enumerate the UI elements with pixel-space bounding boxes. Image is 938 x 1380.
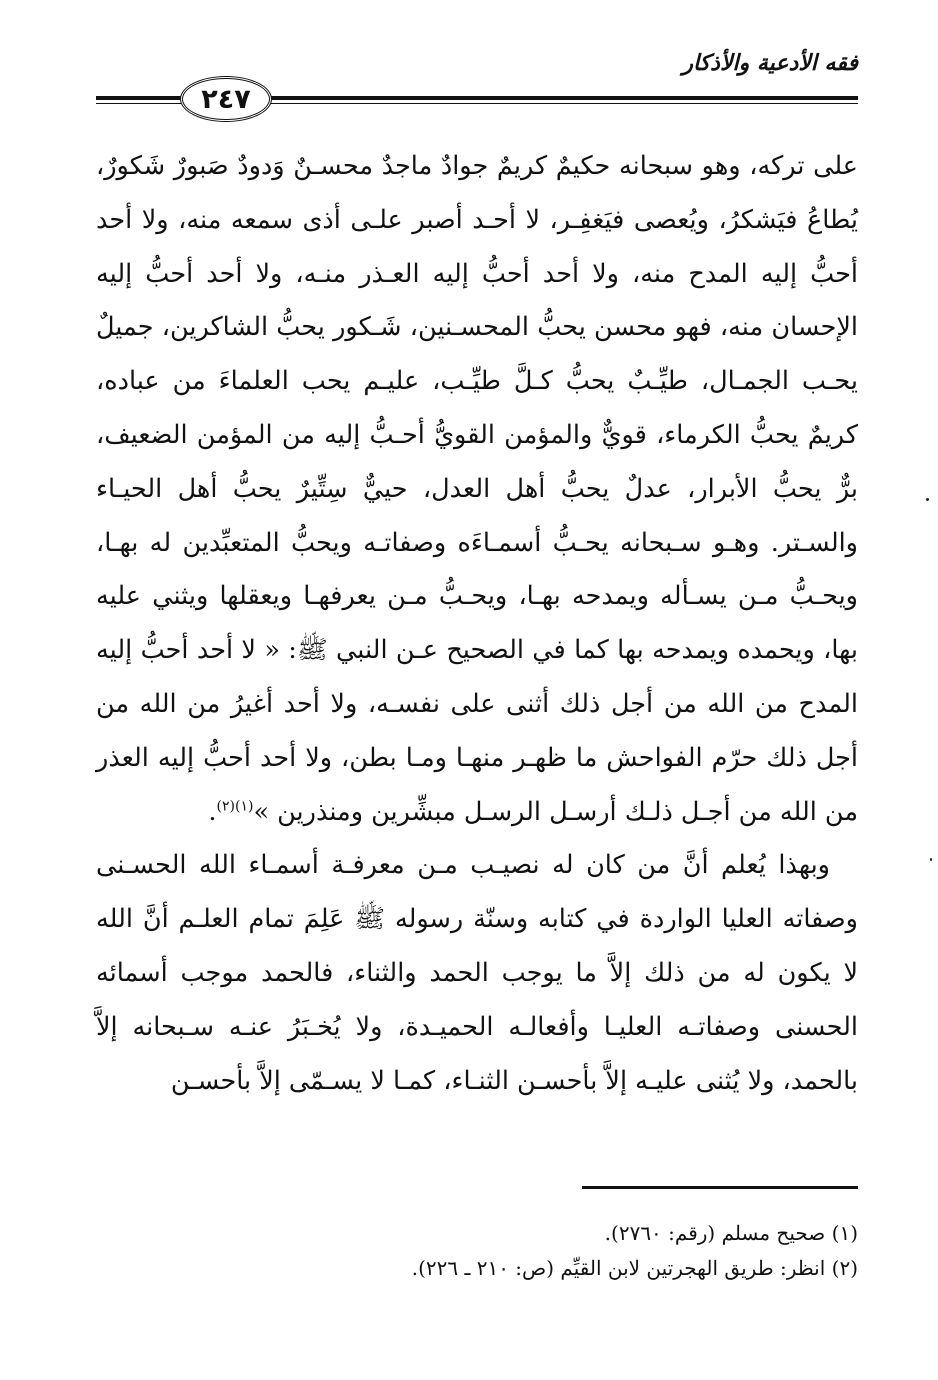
paragraph (96, 140, 858, 839)
footnotes (96, 1216, 858, 1286)
paragraph (96, 839, 858, 1108)
footnote: (١) صحيح مسلم (رقم: ٢٧٦٠). (604, 1221, 858, 1245)
footnote-separator (582, 1186, 858, 1189)
footnote-reference: (١)(٢) (216, 798, 254, 815)
page-number-badge (180, 76, 272, 122)
scan-speck (926, 498, 929, 501)
running-title: فقه الأدعية والأذكار (682, 50, 858, 76)
footnote: (٢) انظر: طريق الهجرتين لابن القيِّم (ص: ٢١٠ ـ ٢٢٦). (411, 1256, 858, 1280)
scan-speck (930, 858, 932, 861)
page-number: ٢٤٧ (201, 83, 251, 115)
paragraph-text: على تركه، وهو سبحانه حكيمٌ كريمٌ جوادٌ ماجدٌ محسـنٌ وَدودٌ صَبورٌ شَكورٌ، يُطاعُ فيَشكرُ، ويُعصى فيَغفِـر، لا أحـد أصبر علـى أذى سمعه منه، ولا أحد أحبُّ إليه المدح منه، ولا أحد أحبُّ إليه العـذر منـه، ولا أحد أحبُّ إليه الإحسان منه، فهو محسن يحبُّ المحسـنين، شَـكور يحبُّ الشاكرين، جميلٌ يحـب الجمـال، طيِّـبٌ يحبُّ كـلَّ طيِّـب، عليـم يحب العلماءَ من عباده، كريمٌ يحبُّ الكرماء، قويٌّ والمؤمن القويُّ أحـبُّ إليه من المؤمن الضعيف، برٌّ يحبُّ الأبرار، عدلٌ يحبُّ أهل العدل، حييٌّ سِتِّيرٌ يحبُّ أهل الحيـاء والسـتر. وهـو سـبحانه يحـبُّ أسمـاءَه وصفاتـه ويحبُّ المتعبِّدين له بهـا، ويحـبُّ مـن يسـأله ويمدحه بهـا، ويحـبُّ مـن يعرفهـا ويعقلها ويثني عليه بها، ويحمده ويمدحه بها كما في الصحيح عـن النبي ﷺ: « لا أحد أحبُّ إليه المدح من الله من أجل ذلك أثنى على نفسـه، ولا أحد أغيرُ من الله من أجل ذلك حرّم الفواحش ما ظهـر منهـا ومـا بطن، ولا أحد أحبُّ إليه العذر من الله من أجـل ذلـك أرسـل الرسـل مبشِّرين ومنذرين » (96, 151, 858, 827)
body-text (96, 140, 858, 1108)
paragraph-text: وبهذا يُعلم أنَّ من كان له نصيـب مـن معرفـة أسمـاء الله الحسـنى وصفاته العليا الواردة في كتابه وسنّة رسوله ﷺ عَلِمَ تمام العلـم أنَّ الله لا يكون له من ذلك إلاَّ ما يوجب الحمد والثناء، فالحمد موجب أسمائه الحسنى وصفاتـه العليـا وأفعالـه الحميـدة، ولا يُخـبَرُ عنـه سـبحانه إلاَّ بالحمد، ولا يُثنى عليـه إلاَّ بأحسـن الثنـاء، كمـا لا يسـمّى إلاَّ بأحسـن (96, 850, 858, 1096)
paragraph-end-punctuation: . (208, 796, 217, 827)
